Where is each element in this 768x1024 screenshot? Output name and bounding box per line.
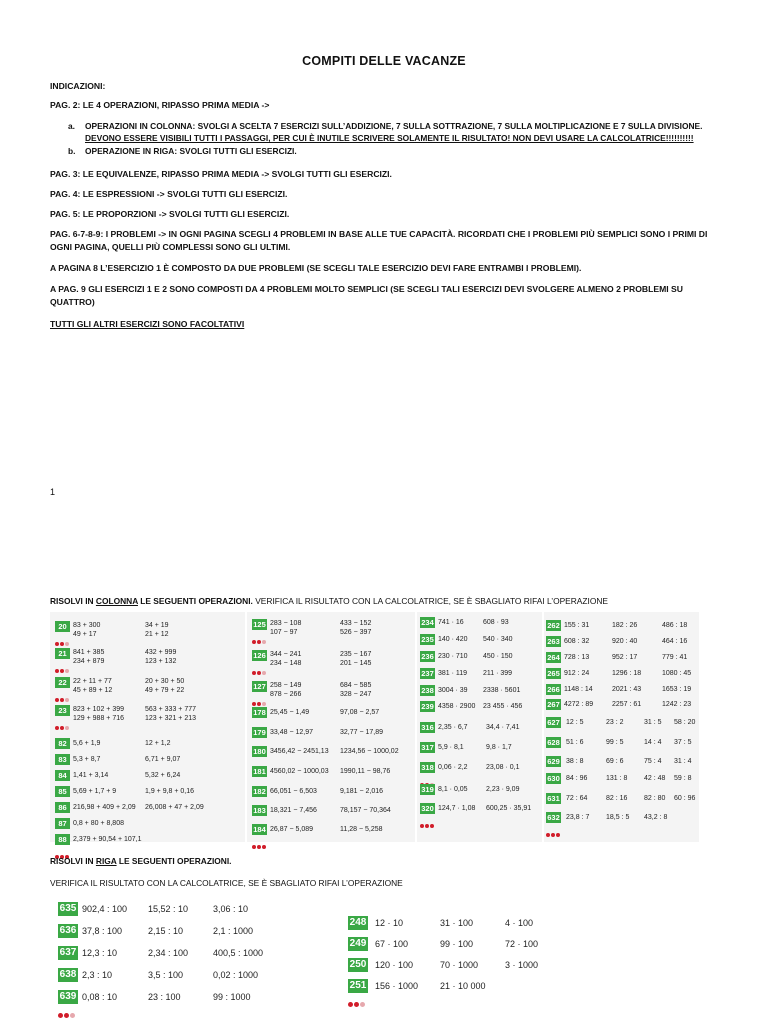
exercise-number-badge: 631 (547, 794, 560, 803)
exercise-number-badge: 21 (55, 648, 70, 659)
operation: 78,157 − 70,364 (340, 807, 391, 814)
operation: 234 − 148 (270, 660, 302, 667)
exercise-number-badge: 84 (55, 770, 70, 781)
operation: 1148 : 14 (564, 686, 593, 693)
operation: 2,15 : 10 (148, 926, 184, 936)
operation: 26,87 − 5,089 (270, 826, 314, 833)
operation: 2338 · 5601 (483, 687, 521, 694)
operation: 1,41 + 3,14 (73, 772, 109, 779)
operation: 99 · 100 (440, 939, 474, 949)
operation: 23,08 · 0,1 (486, 764, 520, 771)
instruction-pag5: PAG. 5: LE PROPORZIONI -> SVOLGI TUTTI GLI ESERCIZI. (50, 209, 290, 219)
exercise-number-badge: 178 (253, 708, 266, 717)
operation: 23 455 · 456 (483, 703, 523, 710)
operation: 841 + 385 (73, 649, 105, 656)
operation: 0,08 : 10 (82, 992, 118, 1002)
operation: 49 + 17 (73, 631, 97, 638)
operation: 823 + 102 + 399 (73, 706, 124, 713)
operation: 3004 · 39 (438, 687, 468, 694)
operation: 2,34 : 100 (148, 948, 189, 958)
instruction-pag6789-line1: PAG. 6-7-8-9: I PROBLEMI -> IN OGNI PAGINA SCEGLI 4 PROBLEMI IN BASE ALLE TUE CAPACITÀ. RICORDATI CHE I PROBLEMI PIÙ SEMPLICI SONO I PRIMI DI (50, 229, 708, 239)
operation: 12,3 : 10 (82, 948, 118, 958)
operation: 45 + 89 + 12 (73, 687, 113, 694)
operation: 433 − 152 (340, 620, 372, 627)
operation: 258 − 149 (270, 682, 302, 689)
instruction-pag2: PAG. 2: LE 4 OPERAZIONI, RIPASSO PRIMA MEDIA -> (50, 100, 270, 110)
exercise-number-badge: 317 (421, 743, 434, 752)
difficulty-dots (252, 631, 267, 636)
exercise-number-badge: 636 (59, 925, 77, 936)
operation: 1,9 + 9,8 + 0,16 (145, 788, 195, 795)
operation: 99 : 5 (606, 739, 624, 746)
difficulty-dots (252, 817, 267, 822)
operation: 4 · 100 (505, 918, 534, 928)
exercise-number-badge: 319 (421, 785, 434, 794)
operation: 381 · 119 (438, 670, 468, 677)
page-number: 1 (50, 487, 56, 497)
operation: 2,1 : 1000 (213, 926, 254, 936)
operation: 0,02 : 1000 (213, 970, 259, 980)
operation: 563 + 333 + 777 (145, 706, 196, 713)
operation: 283 − 108 (270, 620, 302, 627)
exercise-number-badge: 83 (55, 754, 70, 765)
difficulty-dots (252, 662, 267, 667)
exercise-number-badge: 628 (547, 738, 560, 747)
operation: 3,06 : 10 (213, 904, 249, 914)
operation: 59 : 8 (674, 775, 692, 782)
exercise-number-badge: 627 (547, 718, 560, 727)
instruction-riga: OPERAZIONE IN RIGA: SVOLGI TUTTI GLI ESERCIZI. (85, 146, 297, 156)
operation: 26,008 + 47 + 2,09 (145, 804, 204, 811)
operation: 32,77 − 17,89 (340, 729, 384, 736)
difficulty-dots (546, 711, 561, 716)
exercise-number-badge: 126 (253, 651, 266, 660)
exercise-number-badge: 263 (547, 637, 560, 646)
operation: 2,35 · 6,7 (438, 724, 468, 731)
operation: 58 : 20 (674, 719, 696, 726)
operation: 140 · 420 (438, 636, 468, 643)
difficulty-dots (55, 633, 70, 638)
operation: 33,48 − 12,97 (270, 729, 314, 736)
operation: 21 · 10 000 (440, 981, 486, 991)
difficulty-dots (546, 749, 561, 754)
operation: 69 : 6 (606, 758, 624, 765)
exercise-number-badge: 251 (349, 980, 367, 991)
operation: 902,4 : 100 (82, 904, 128, 914)
instruction-pag9-line2: QUATTRO) (50, 297, 95, 307)
operation: 235 − 167 (340, 651, 372, 658)
operation: 3456,42 − 2451,13 (270, 748, 329, 755)
difficulty-dots (55, 846, 70, 851)
exercise-number-badge: 180 (253, 747, 266, 756)
operation: 1242 : 23 (662, 701, 692, 708)
operation: 31 : 5 (644, 719, 662, 726)
exercise-number-badge: 125 (253, 620, 266, 629)
operation: 11,28 − 5,258 (340, 826, 383, 833)
exercise-number-badge: 86 (55, 802, 70, 813)
operation: 12 · 10 (375, 918, 404, 928)
exercise-number-badge: 266 (547, 685, 560, 694)
riga-verify-note: VERIFICA IL RISULTATO CON LA CALCOLATRICE, SE È SBAGLIATO RIFAI L’OPERAZIONE (50, 878, 403, 888)
indicazioni-heading: INDICAZIONI: (50, 81, 106, 91)
operation: 51 : 6 (566, 739, 584, 746)
operation: 684 − 585 (340, 682, 372, 689)
operation: 67 · 100 (375, 939, 409, 949)
operation: 5,3 + 8,7 (73, 756, 101, 763)
exercise-number-badge: 630 (547, 774, 560, 783)
exercise-number-badge: 239 (421, 702, 434, 711)
operation: 1653 : 19 (662, 686, 692, 693)
operation: 75 : 4 (644, 758, 662, 765)
operation: 5,9 · 8,1 (438, 744, 464, 751)
operation: 31 · 100 (440, 918, 474, 928)
operation: 107 − 97 (270, 629, 298, 636)
operation: 486 : 18 (662, 622, 688, 629)
operation: 2257 : 61 (612, 701, 642, 708)
operation: 728 : 13 (564, 654, 590, 661)
operation: 8,1 · 0,05 (438, 786, 468, 793)
difficulty-dots (58, 917, 78, 923)
operation: 72 · 100 (505, 939, 539, 949)
exercise-number-badge: 638 (59, 969, 77, 980)
operation: 15,52 : 10 (148, 904, 189, 914)
exercise-number-badge: 88 (55, 834, 70, 845)
operation: 60 : 96 (674, 795, 696, 802)
difficulty-dots (348, 994, 368, 1000)
difficulty-dots (420, 815, 435, 820)
operation: 155 : 31 (564, 622, 590, 629)
operation: 234 + 879 (73, 658, 105, 665)
operation: 20 + 30 + 50 (145, 678, 185, 685)
difficulty-dots (546, 824, 561, 829)
exercise-number-badge: 264 (547, 653, 560, 662)
difficulty-dots (58, 1005, 78, 1011)
operation: 25,45 − 1,49 (270, 709, 310, 716)
operation: 400,5 : 1000 (213, 948, 264, 958)
exercise-number-badge: 267 (547, 700, 560, 709)
operation: 741 · 16 (438, 619, 464, 626)
exercise-number-badge: 181 (253, 767, 266, 776)
operation: 779 : 41 (662, 654, 688, 661)
exercise-number-badge: 184 (253, 825, 266, 834)
operation: 12 : 5 (566, 719, 584, 726)
colonna-heading: RISOLVI IN COLONNA LE SEGUENTI OPERAZIONI. VERIFICA IL RISULTATO CON LA CALCOLATRICE, SE È SBAGLIATO RIFAI L’OPERAZIONE (50, 596, 608, 606)
operation: 1234,56 − 1000,02 (340, 748, 399, 755)
difficulty-dots (252, 719, 267, 724)
operation: 131 : 8 (606, 775, 628, 782)
exercise-number-badge: 635 (59, 903, 77, 914)
operation: 912 : 24 (564, 670, 590, 677)
operation: 450 · 150 (483, 653, 513, 660)
operation: 4560,02 − 1000,03 (270, 768, 329, 775)
operation: 0,06 · 2,2 (438, 764, 468, 771)
panel-divisioni (544, 612, 699, 842)
difficulty-dots (252, 836, 267, 841)
exercise-number-badge: 20 (55, 621, 70, 632)
operation: 14 : 4 (644, 739, 662, 746)
list-marker-a: a. (68, 121, 75, 131)
exercise-number-badge: 639 (59, 991, 77, 1002)
operation: 608 : 32 (564, 638, 590, 645)
operation: 72 : 64 (566, 795, 588, 802)
instruction-colonna: OPERAZIONI IN COLONNA: SVOLGI A SCELTA 7 ESERCIZI SULL’ADDIZIONE, 7 SULLA SOTTRAZIONE, 7 SULLA MOLTIPLICAZIONE E 7 SULLA DIVISIONE. (85, 121, 703, 131)
operation: 600,25 · 35,91 (486, 805, 532, 812)
operation: 920 : 40 (612, 638, 638, 645)
exercise-number-badge: 234 (421, 618, 434, 627)
operation: 18,321 − 7,456 (270, 807, 317, 814)
exercise-number-badge: 179 (253, 728, 266, 737)
riga-heading: RISOLVI IN RIGA LE SEGUENTI OPERAZIONI. (50, 856, 232, 866)
operation: 97,08 − 2,57 (340, 709, 380, 716)
operation: 1990,11 − 98,76 (340, 768, 391, 775)
difficulty-dots (252, 739, 267, 744)
difficulty-dots (252, 798, 267, 803)
operation: 43,2 : 8 (644, 814, 668, 821)
operation: 878 − 266 (270, 691, 302, 698)
operation: 42 : 48 (644, 775, 666, 782)
operation: 82 : 16 (606, 795, 628, 802)
operation: 22 + 11 + 77 (73, 678, 112, 685)
instruction-pag3: PAG. 3: LE EQUIVALENZE, RIPASSO PRIMA MEDIA -> SVOLGI TUTTI GLI ESERCIZI. (50, 169, 392, 179)
operation: 38 : 8 (566, 758, 584, 765)
instruction-pag9-line1: A PAG. 9 GLI ESERCIZI 1 E 2 SONO COMPOSTI DA 4 PROBLEMI MOLTO SEMPLICI (SE SCEGLI TALI ESERCIZI DEVI SVOLGERE ALMENO 2 PROBLEMI SU (50, 284, 683, 294)
operation: 124,7 · 1,08 (438, 805, 476, 812)
difficulty-dots (420, 774, 435, 779)
exercise-number-badge: 87 (55, 818, 70, 829)
operation: 23,8 : 7 (566, 814, 590, 821)
operation: 31 : 4 (674, 758, 692, 765)
operation: 23 : 2 (606, 719, 624, 726)
operation: 66,051 − 6,503 (270, 788, 317, 795)
operation: 608 · 93 (483, 619, 509, 626)
operation: 230 · 710 (438, 653, 468, 660)
exercise-number-badge: 248 (349, 917, 367, 928)
operation: 34,4 · 7,41 (486, 724, 520, 731)
exercise-number-badge: 629 (547, 757, 560, 766)
list-marker-b: b. (68, 146, 76, 156)
difficulty-dots (58, 939, 78, 945)
operation: 328 − 247 (340, 691, 372, 698)
operation: 12 + 1,2 (145, 740, 171, 747)
difficulty-dots (55, 660, 70, 665)
operation: 99 : 1000 (213, 992, 251, 1002)
operation: 34 + 19 (145, 622, 169, 629)
difficulty-dots (420, 754, 435, 759)
exercise-number-badge: 249 (349, 938, 367, 949)
operation: 37,8 : 100 (82, 926, 123, 936)
exercise-number-badge: 318 (421, 763, 434, 772)
operation: 3,5 : 100 (148, 970, 184, 980)
operation: 540 · 340 (483, 636, 513, 643)
operation: 23 : 100 (148, 992, 181, 1002)
exercise-number-badge: 22 (55, 677, 70, 688)
exercise-number-badge: 82 (55, 738, 70, 749)
operation: 84 : 96 (566, 775, 588, 782)
operation: 156 · 1000 (375, 981, 419, 991)
difficulty-dots (420, 734, 435, 739)
exercise-number-badge: 632 (547, 813, 560, 822)
operation: 201 − 145 (340, 660, 372, 667)
operation: 21 + 12 (145, 631, 169, 638)
difficulty-dots (252, 758, 267, 763)
operation: 182 : 26 (612, 622, 638, 629)
operation: 432 + 999 (145, 649, 177, 656)
operation: 211 · 399 (483, 670, 513, 677)
exercise-number-badge: 262 (547, 621, 560, 630)
difficulty-dots (252, 778, 267, 783)
facoltativi-note: TUTTI GLI ALTRI ESERCIZI SONO FACOLTATIVI (50, 319, 245, 329)
operation: 464 : 16 (662, 638, 688, 645)
operation: 83 + 300 (73, 622, 101, 629)
exercise-number-badge: 236 (421, 652, 434, 661)
exercise-number-badge: 637 (59, 947, 77, 958)
difficulty-dots (546, 805, 561, 810)
operation: 1296 : 18 (612, 670, 642, 677)
difficulty-dots (58, 961, 78, 967)
operation: 216,98 + 409 + 2,09 (73, 804, 136, 811)
operation: 123 + 132 (145, 658, 177, 665)
exercise-number-badge: 23 (55, 705, 70, 716)
operation: 952 : 17 (612, 654, 638, 661)
operation: 129 + 988 + 716 (73, 715, 124, 722)
exercise-number-badge: 265 (547, 669, 560, 678)
operation: 2021 : 43 (612, 686, 642, 693)
operation: 18,5 : 5 (606, 814, 630, 821)
operation: 5,32 + 6,24 (145, 772, 181, 779)
difficulty-dots (252, 693, 267, 698)
difficulty-dots (546, 785, 561, 790)
instruction-pag8: A PAGINA 8 L’ESERCIZIO 1 È COMPOSTO DA DUE PROBLEMI (SE SCEGLI TALE ESERCIZIO DEVI FARE ENTRAMBI I PROBLEMI). (50, 263, 582, 273)
operation: 49 + 79 + 22 (145, 687, 185, 694)
operation: 2,3 : 10 (82, 970, 113, 980)
difficulty-dots (55, 689, 70, 694)
exercise-number-badge: 127 (253, 682, 266, 691)
difficulty-dots (420, 796, 435, 801)
difficulty-dots (420, 713, 435, 718)
operation: 4272 : 89 (564, 701, 594, 708)
operation: 9,181 − 2,016 (340, 788, 384, 795)
operation: 70 · 1000 (440, 960, 479, 970)
operation: 0,8 + 80 + 8,808 (73, 820, 124, 827)
page-title: COMPITI DELLE VACANZE (302, 54, 466, 68)
operation: 5,6 + 1,9 (73, 740, 101, 747)
operation: 123 + 321 + 213 (145, 715, 196, 722)
operation: 2,23 · 9,09 (486, 786, 520, 793)
operation: 344 − 241 (270, 651, 302, 658)
exercise-number-badge: 237 (421, 669, 434, 678)
operation: 9,8 · 1,7 (486, 744, 512, 751)
operation: 120 · 100 (375, 960, 414, 970)
exercise-number-badge: 235 (421, 635, 434, 644)
instruction-pag4: PAG. 4: LE ESPRESSIONI -> SVOLGI TUTTI GLI ESERCIZI. (50, 189, 288, 199)
difficulty-dots (55, 717, 70, 722)
exercise-number-badge: 238 (421, 686, 434, 695)
exercise-number-badge: 85 (55, 786, 70, 797)
difficulty-dots (546, 729, 561, 734)
operation: 2,379 + 90,54 + 107,1 (73, 836, 142, 843)
exercise-number-badge: 182 (253, 787, 266, 796)
operation: 5,69 + 1,7 + 9 (73, 788, 117, 795)
exercise-number-badge: 316 (421, 723, 434, 732)
difficulty-dots (58, 983, 78, 989)
operation: 37 : 5 (674, 739, 692, 746)
operation: 1080 : 45 (662, 670, 692, 677)
exercise-number-badge: 250 (349, 959, 367, 970)
exercise-number-badge: 183 (253, 806, 266, 815)
exercise-number-badge: 320 (421, 804, 434, 813)
operation: 3 · 1000 (505, 960, 539, 970)
operation: 4358 · 2900 (438, 703, 476, 710)
operation: 6,71 + 9,07 (145, 756, 181, 763)
operation: 82 : 80 (644, 795, 666, 802)
instruction-colonna-note: DEVONO ESSERE VISIBILI TUTTI I PASSAGGI, PER CUI È INUTILE SCRIVERE SOLAMENTE IL RISULTATO! NON DEVI USARE LA CALCOLATRICE!!!!!!!!!! (85, 133, 694, 143)
instruction-pag6789-line2: OGNI PAGINA, QUELLI PIÙ COMPLESSI SONO GLI ULTIMI. (50, 242, 291, 252)
operation: 526 − 397 (340, 629, 372, 636)
